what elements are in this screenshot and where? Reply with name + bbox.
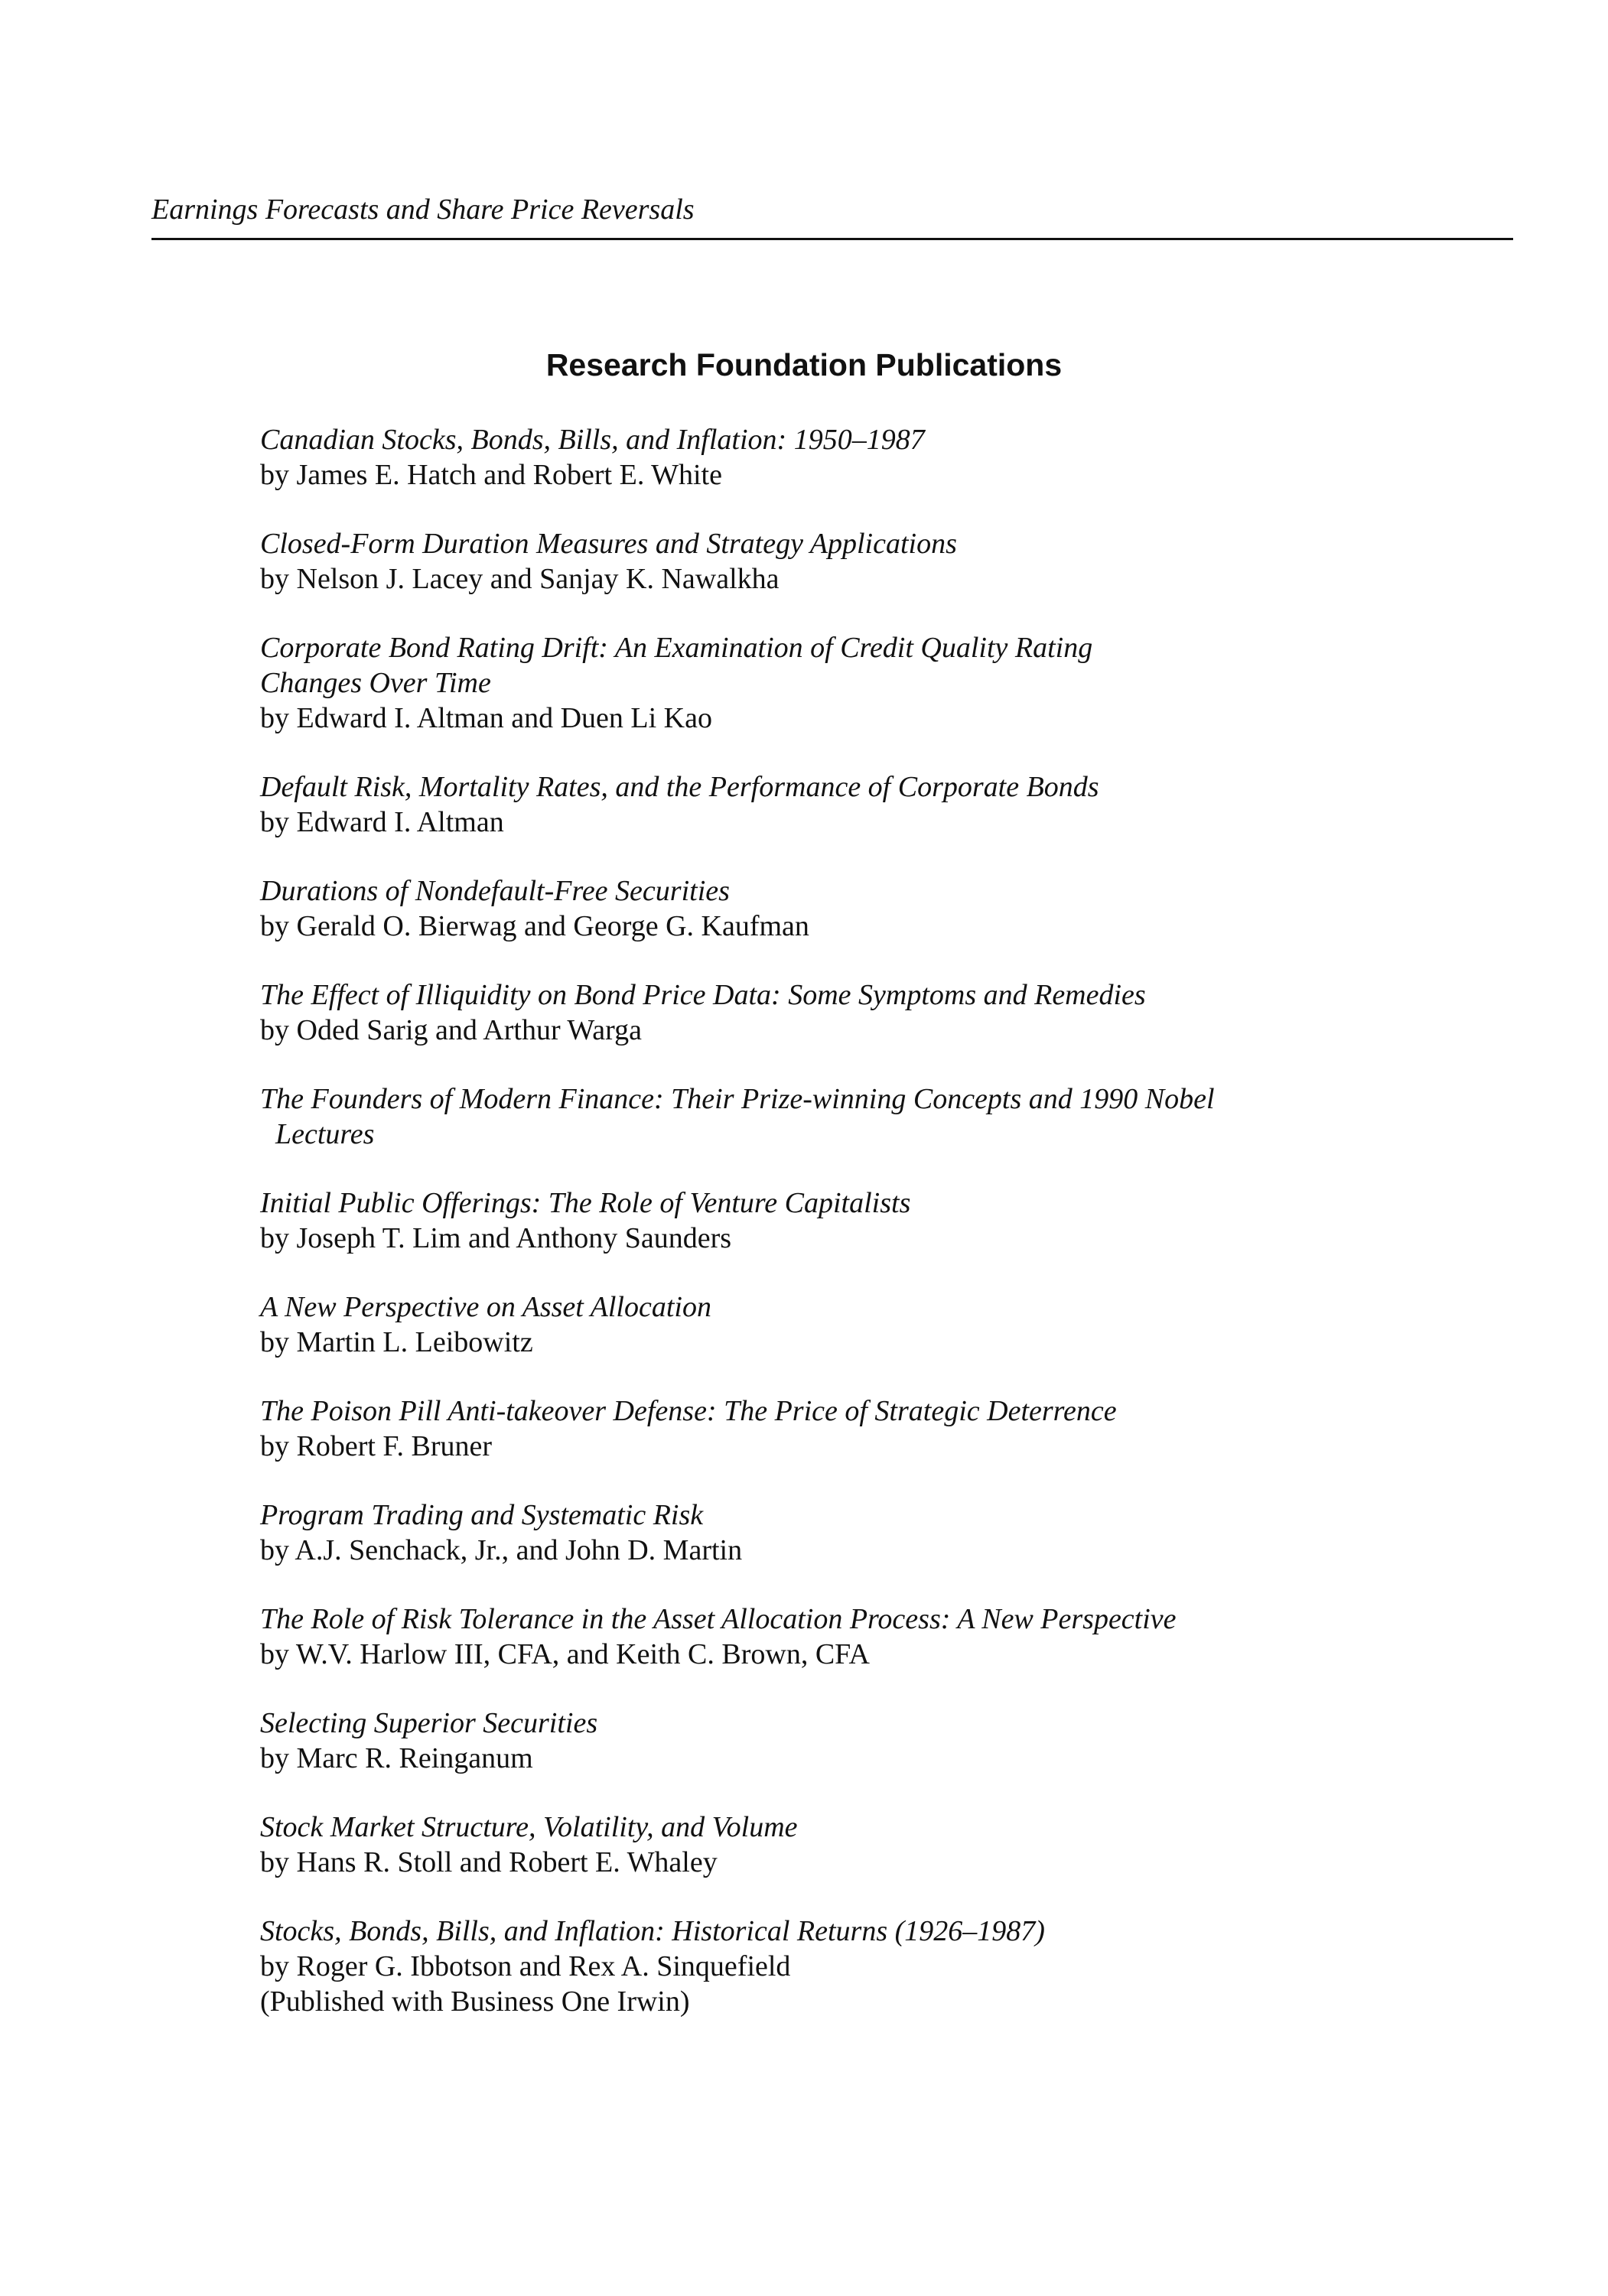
publication-title-continuation: Changes Over Time <box>260 667 491 699</box>
publication-title-text: The Effect of Illiquidity on Bond Price Data: Some Symptoms and Remedies <box>260 979 1146 1011</box>
publication-entry <box>260 1394 1515 1464</box>
publication-authors: by Gerald O. Bierwag and George G. Kaufman <box>260 910 809 942</box>
publication-title-text: Durations of Nondefault-Free Securities <box>260 875 730 907</box>
publication-entry <box>260 977 1515 1048</box>
publication-title <box>260 769 1515 805</box>
publication-authors: by Oded Sarig and Arthur Warga <box>260 1014 642 1046</box>
publication-entry <box>260 1289 1515 1360</box>
publication-title-text: A New Perspective on Asset Allocation <box>260 1291 711 1323</box>
publication-entry <box>260 1602 1515 1672</box>
publication-entry <box>260 422 1515 493</box>
publication-authors: by Nelson J. Lacey and Sanjay K. Nawalkha <box>260 563 780 595</box>
publication-title-text: Selecting Superior Securities <box>260 1707 598 1739</box>
publication-title <box>260 1081 1515 1152</box>
publication-title <box>260 1602 1515 1637</box>
publication-title <box>260 1289 1515 1325</box>
publication-entry <box>260 526 1515 597</box>
publication-title-text: The Role of Risk Tolerance in the Asset Allocation Process: A New Perspective <box>260 1603 1177 1635</box>
header-rule <box>151 238 1513 240</box>
section-title: Research Foundation Publications <box>545 347 1063 382</box>
publication-title-text: Stock Market Structure, Volatility, and Volume <box>260 1811 798 1843</box>
publication-authors: by Edward I. Altman and Duen Li Kao <box>260 702 712 734</box>
publication-authors: by Robert F. Bruner <box>260 1430 493 1462</box>
publication-entry <box>260 1081 1515 1152</box>
publication-title <box>260 977 1515 1013</box>
publication-title-text: The Poison Pill Anti-takeover Defense: The Price of Strategic Deterrence <box>260 1395 1117 1427</box>
publication-authors: by Edward I. Altman <box>260 806 504 838</box>
publication-title-text: The Founders of Modern Finance: Their Prize-winning Concepts and 1990 Nobel <box>260 1083 1215 1115</box>
publication-title-text: Initial Public Offerings: The Role of Venture Capitalists <box>260 1187 911 1219</box>
publication-title-text: Canadian Stocks, Bonds, Bills, and Inflation: 1950–1987 <box>260 424 925 456</box>
publication-authors: by Hans R. Stoll and Robert E. Whaley <box>260 1846 718 1878</box>
publication-authors: by A.J. Senchack, Jr., and John D. Martin <box>260 1534 743 1566</box>
publication-authors: by Roger G. Ibbotson and Rex A. Sinquefield <box>260 1950 791 1982</box>
publication-entry <box>260 1914 1515 2019</box>
publication-note: (Published with Business One Irwin) <box>260 1985 690 2018</box>
publication-title <box>260 873 1515 909</box>
publication-title <box>260 1185 1515 1221</box>
publication-list <box>260 422 1515 2053</box>
publication-title-continuation: Lectures <box>275 1118 375 1150</box>
publication-title <box>260 422 1515 457</box>
publication-title <box>260 1394 1515 1429</box>
publication-title <box>260 526 1515 561</box>
publication-title <box>260 1498 1515 1533</box>
publication-authors: by Martin L. Leibowitz <box>260 1326 533 1358</box>
publication-title <box>260 1706 1515 1741</box>
publication-title-text: Program Trading and Systematic Risk <box>260 1499 704 1531</box>
publication-entry <box>260 630 1515 736</box>
publication-authors: by Joseph T. Lim and Anthony Saunders <box>260 1222 732 1254</box>
publication-authors: by Marc R. Reinganum <box>260 1742 533 1774</box>
publication-title <box>260 630 1515 701</box>
publication-title-text: Stocks, Bonds, Bills, and Inflation: Historical Returns (1926–1987) <box>260 1915 1045 1947</box>
publication-title-text: Closed-Form Duration Measures and Strategy Applications <box>260 528 957 560</box>
publication-title <box>260 1810 1515 1845</box>
publication-entry <box>260 873 1515 944</box>
publication-authors: by W.V. Harlow III, CFA, and Keith C. Brown, CFA <box>260 1638 870 1670</box>
publication-authors: by James E. Hatch and Robert E. White <box>260 459 722 491</box>
publication-title-text: Corporate Bond Rating Drift: An Examination of Credit Quality Rating <box>260 632 1093 664</box>
publication-title-text: Default Risk, Mortality Rates, and the Performance of Corporate Bonds <box>260 771 1099 803</box>
publication-entry <box>260 1810 1515 1880</box>
publication-entry <box>260 769 1515 840</box>
running-header: Earnings Forecasts and Share Price Reversals <box>151 194 695 226</box>
publication-entry <box>260 1706 1515 1776</box>
publication-title <box>260 1914 1515 1949</box>
publication-entry <box>260 1498 1515 1568</box>
publication-entry <box>260 1185 1515 1256</box>
